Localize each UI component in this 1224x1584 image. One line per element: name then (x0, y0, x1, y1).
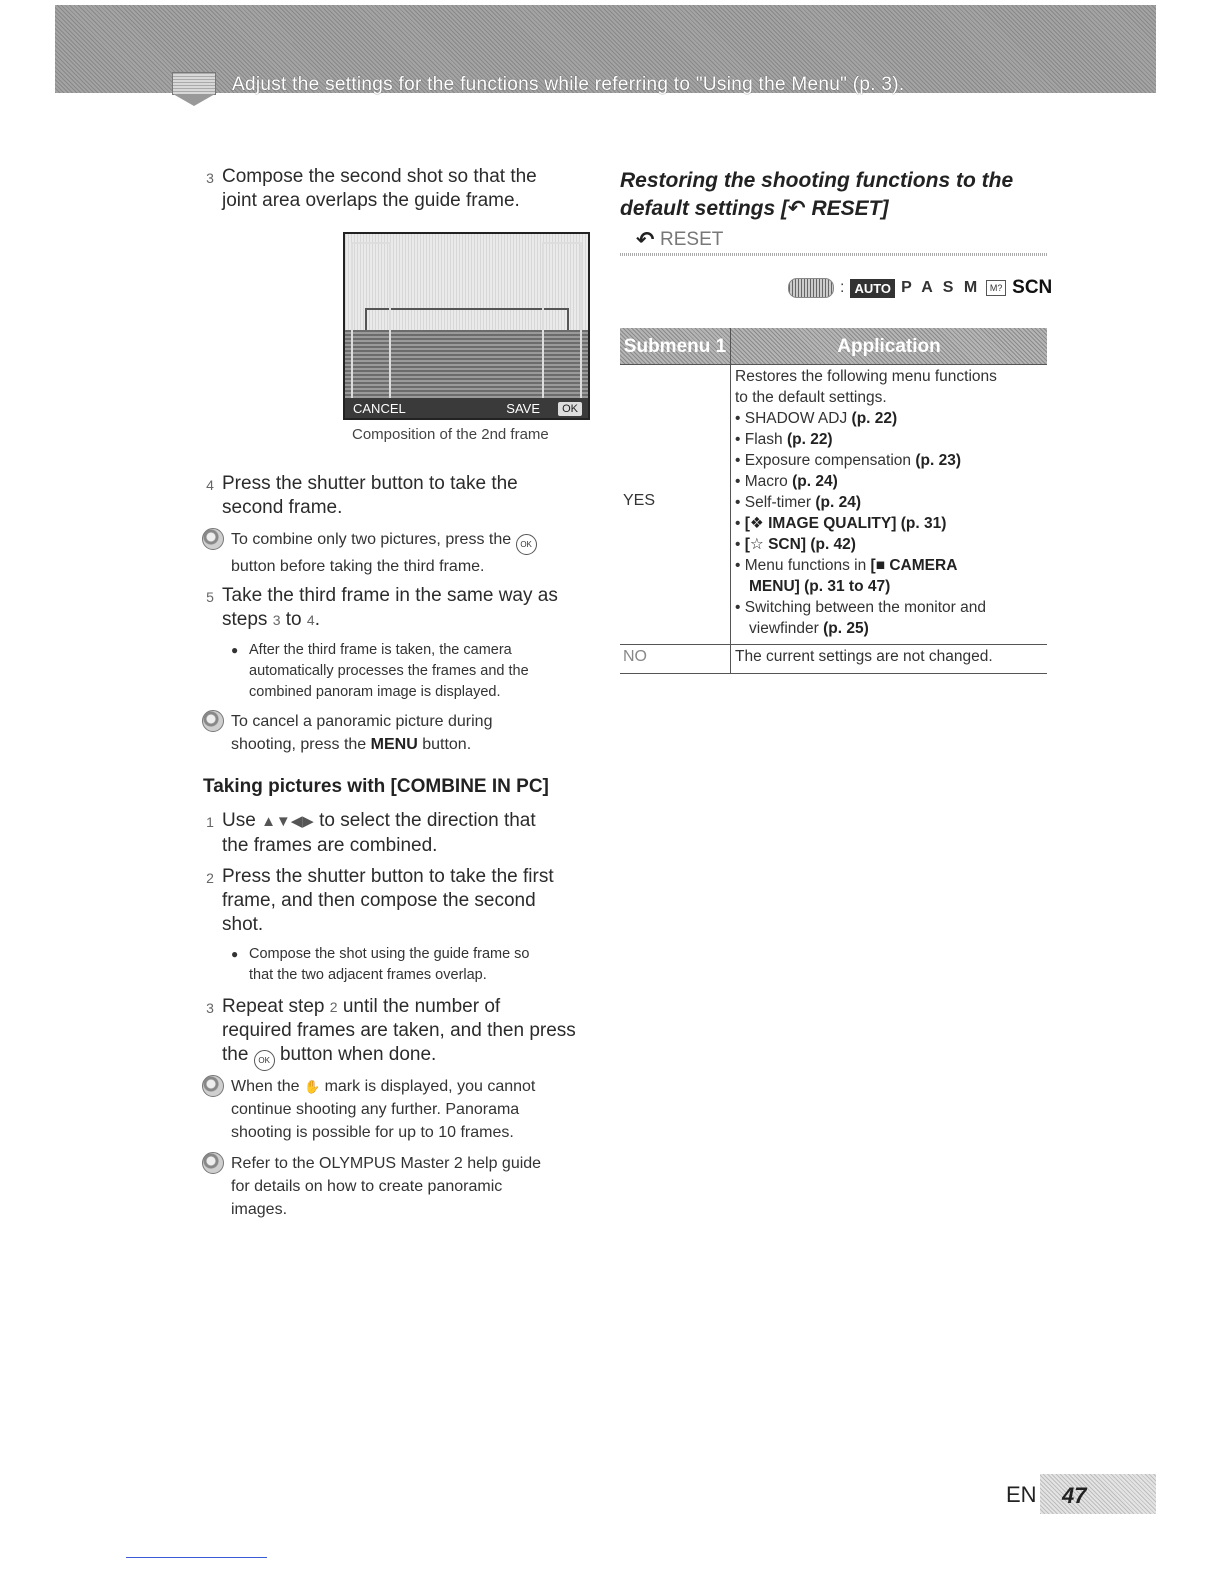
reset-menu-label: RESET (660, 229, 724, 250)
note-icon (202, 1152, 224, 1174)
bullet-text: After the third frame is taken, the camera (249, 642, 512, 658)
pc-step-select-direction (200, 809, 590, 859)
item-text: Flash (744, 431, 783, 448)
note-text: To combine only two pictures, press the (231, 531, 512, 548)
list-item: • Self-timer (p. 24) (735, 494, 862, 511)
reset-icon: ↶ (788, 197, 806, 220)
mode-dial-icon (788, 278, 834, 298)
page-ref: (p. 31 to 47) (804, 578, 891, 595)
step-number: 3 (206, 1000, 214, 1016)
pc-step-repeat (200, 995, 595, 1069)
pc-step-take-first (200, 865, 590, 939)
note-icon (202, 710, 224, 732)
list-item: • Flash (p. 22) (735, 431, 833, 448)
note-frame-limit (202, 1075, 592, 1145)
bullet-dot: ● (231, 643, 239, 657)
note-icon (202, 528, 224, 550)
table-rule (620, 644, 1047, 645)
title-line: Restoring the shooting functions to the (620, 169, 1014, 192)
table-column-divider (730, 328, 731, 674)
footnote-rule (126, 1557, 267, 1558)
list-item: • SHADOW ADJ (p. 22) (735, 410, 898, 427)
list-item: • Macro (p. 24) (735, 473, 838, 490)
item-text: Self-timer (744, 494, 812, 511)
step-line: joint area overlaps the guide frame. (222, 190, 520, 211)
page-ref: (p. 31) (900, 515, 947, 532)
step-line: Press the shutter button to take the (222, 473, 518, 494)
step-line: button when done. (279, 1044, 437, 1065)
section-title-reset (620, 167, 1060, 223)
item-text: Exposure compensation (744, 452, 912, 469)
menu-tab-icon (172, 72, 216, 95)
reset-underline (620, 253, 1047, 256)
step-number: 2 (206, 870, 214, 886)
note-text: button. (422, 736, 472, 753)
step-number: 5 (206, 589, 214, 605)
step-line: . (314, 609, 320, 630)
row-no-label: NO (623, 648, 647, 665)
list-item: • [☆ SCN] (p. 42) (735, 536, 856, 553)
step-line: Press the shutter button to take the first (222, 866, 554, 887)
step-line: to (285, 609, 302, 630)
step-line: the (222, 1044, 249, 1065)
item-text: SHADOW ADJ (744, 410, 848, 427)
shooting-mode-indicators (788, 277, 1052, 299)
step-third-frame (200, 584, 590, 634)
bullet-text: Compose the shot using the guide frame so (249, 946, 530, 962)
bullet-text: that the two adjacent frames overlap. (249, 967, 487, 983)
note-olympus-master (202, 1152, 592, 1222)
table-rule (620, 364, 1047, 365)
header-instruction: Adjust the settings for the functions while referring to "Using the Menu" (p. 3). (232, 74, 905, 95)
step-press-shutter (200, 472, 580, 522)
note-cancel-panorama (202, 710, 592, 758)
item-text: MENU] (749, 578, 800, 595)
bullet-guide-overlap (231, 944, 591, 988)
step-number: 3 (206, 170, 214, 186)
mode-scn-label: SCN (1012, 277, 1053, 298)
step-line: to select the direction that (319, 810, 536, 831)
list-item: • Exposure compensation (p. 23) (735, 452, 961, 469)
page-ref: (p. 24) (792, 473, 838, 490)
mode-auto-icon: AUTO (850, 279, 895, 298)
step-line: Take the third frame in the same way as (222, 585, 558, 606)
page-ref: (p. 22) (786, 431, 833, 448)
page-ref: (p. 23) (915, 452, 961, 469)
screen-ok-icon: OK (558, 402, 582, 416)
row-yes-application (735, 366, 1045, 639)
item-text: [❖ IMAGE QUALITY] (744, 515, 897, 532)
list-item: • Menu functions in [■ CAMERA MENU] (p. 31 to 47) (735, 557, 958, 595)
cell-text: to the default settings. (735, 389, 887, 406)
step-line: Compose the second shot so that the (222, 166, 537, 187)
note-icon (202, 1075, 224, 1097)
step-number: 4 (206, 477, 214, 493)
panorama-limit-icon: ✋ (303, 1079, 321, 1094)
bullet-text: combined panoram image is displayed. (249, 684, 501, 700)
note-text: When the (231, 1078, 300, 1095)
step-line: required frames are taken, and then press (222, 1020, 576, 1041)
ok-button-icon: OK (254, 1050, 275, 1071)
bullet-text: automatically processes the frames and the (249, 663, 529, 679)
section-heading-combine-in-pc: Taking pictures with [COMBINE IN PC] (203, 776, 549, 797)
step-line: frame, and then compose the second (222, 890, 536, 911)
menu-button-label: MENU (370, 736, 418, 753)
note-text: Refer to the OLYMPUS Master 2 help guide (231, 1155, 542, 1172)
step-line: Repeat step (222, 996, 325, 1017)
ok-button-icon: OK (516, 534, 537, 555)
row-yes-label: YES (623, 492, 656, 509)
step-compose-second (200, 165, 580, 215)
note-text: mark is displayed, you cannot (324, 1078, 536, 1095)
row-no-application: The current settings are not changed. (735, 648, 993, 665)
guide-frame-left (351, 242, 391, 406)
mode-my-mode-icon: M? (986, 280, 1006, 296)
mode-letters: P A S M (901, 279, 981, 296)
page-number: 47 (1040, 1474, 1156, 1514)
reset-icon: ↶ (636, 227, 655, 252)
note-text: images. (231, 1201, 288, 1218)
step-ref: 3 (272, 612, 281, 628)
mode-separator: : (840, 279, 845, 296)
note-text: continue shooting any further. Panorama (231, 1101, 520, 1118)
page-ref: (p. 24) (815, 494, 862, 511)
list-item: • [❖ IMAGE QUALITY] (p. 31) (735, 515, 947, 532)
page-ref: (p. 22) (851, 410, 898, 427)
step-line: Use (222, 810, 256, 831)
table-header (620, 328, 1047, 364)
page-ref: (p. 42) (810, 536, 856, 553)
step-line: the frames are combined. (222, 835, 438, 856)
screen-save-label: SAVE (506, 401, 540, 416)
step-line: until the number of (342, 996, 501, 1017)
item-text: Switching between the monitor and (744, 599, 986, 616)
step-ref: 2 (329, 999, 338, 1015)
note-text: button before taking the third frame. (231, 558, 485, 575)
list-item: • Switching between the monitor and viewfinder (p. 25) (735, 599, 986, 637)
item-text: [■ CAMERA (870, 557, 958, 574)
table-rule (620, 673, 1047, 674)
header-submenu: Submenu 1 (620, 328, 730, 364)
step-line: second frame. (222, 497, 343, 518)
bullet-dot: ● (231, 947, 239, 961)
language-code: EN (1006, 1482, 1037, 1507)
note-text: shooting is possible for up to 10 frames. (231, 1124, 514, 1141)
title-line: default settings [ (620, 197, 789, 220)
cell-text: Restores the following menu functions (735, 368, 997, 385)
screen-cancel-label: CANCEL (353, 401, 406, 416)
title-line: RESET] (805, 197, 889, 220)
header-application: Application (731, 328, 1047, 364)
step-line: shot. (222, 914, 264, 935)
guide-frame-right (542, 242, 582, 406)
item-text: viewfinder (749, 620, 819, 637)
bullet-auto-process (231, 640, 591, 704)
item-text: [☆ SCN] (744, 536, 806, 553)
note-combine-two (202, 528, 592, 576)
step-ref: 4 (306, 612, 315, 628)
item-text: Macro (744, 473, 788, 490)
arrow-pad-icon: ▲▼◀▶ (261, 813, 314, 830)
figure-caption: Composition of the 2nd frame (352, 426, 549, 443)
note-text: for details on how to create panoramic (231, 1178, 503, 1195)
note-text: shooting, press the (231, 736, 367, 753)
step-line: steps (222, 609, 268, 630)
note-text: To cancel a panoramic picture during (231, 713, 493, 730)
step-number: 1 (206, 814, 214, 830)
camera-screen-illustration (343, 232, 590, 420)
page-ref: (p. 25) (823, 620, 869, 637)
